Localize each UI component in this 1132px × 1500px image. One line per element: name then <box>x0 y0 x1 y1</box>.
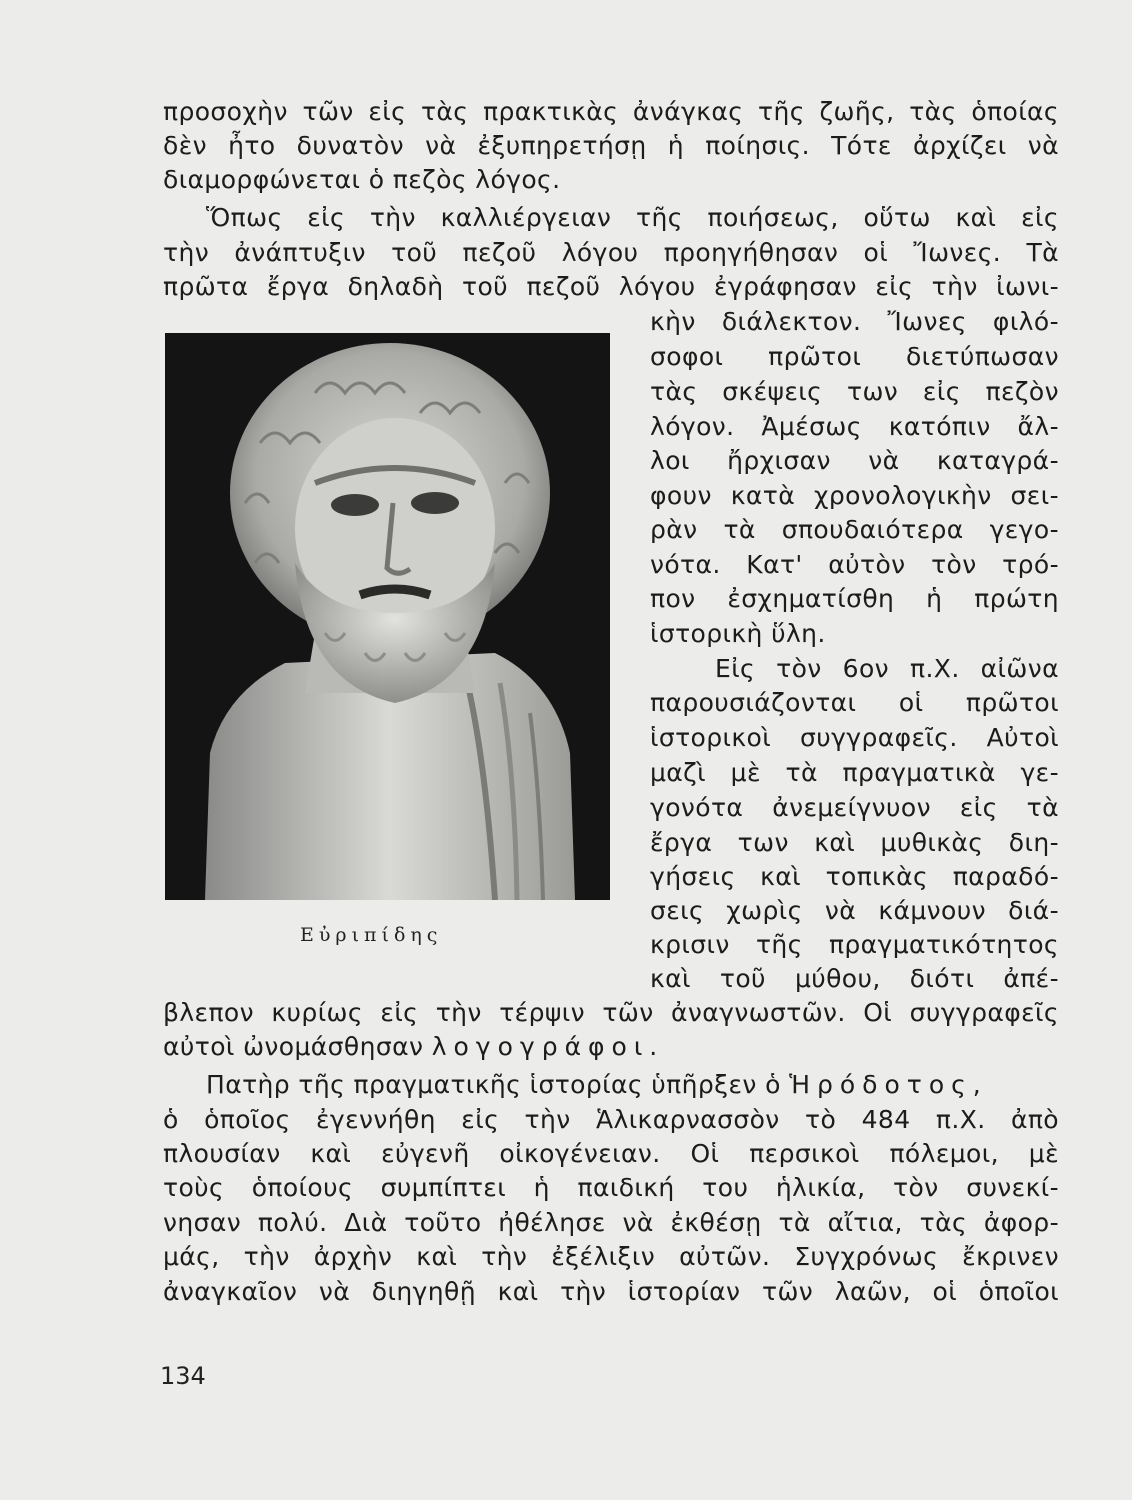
text-line <box>163 1030 1059 1064</box>
text-line: ἀναγκαῖον νὰ διηγηθῇ καὶ τὴν ἱστορίαν τῶν λαῶν, οἱ ὁποῖοι <box>163 1277 1059 1306</box>
text-line: ἱστορικοὶ συγγραφεῖς. Αὐτοὶ <box>650 723 1059 752</box>
text-line: σοφοι πρῶτοι διετύπωσαν <box>650 342 1059 371</box>
text-line: πρῶτα ἔργα δηλαδὴ τοῦ πεζοῦ λόγου ἐγράφησαν εἰς τὴν ἰωνι- <box>163 272 1059 301</box>
text-line: μαζὶ μὲ τὰ πραγματικὰ γε- <box>650 758 1059 787</box>
text-line: πλουσίαν καὶ εὐγενῆ οἰκογένειαν. Οἱ περσικοὶ πόλεμοι, μὲ <box>163 1139 1059 1168</box>
text-line: ὁ ὁποῖος ἐγεννήθη εἰς τὴν Ἁλικαρνασσὸν τὸ 484 π.Χ. ἀπὸ <box>163 1105 1059 1134</box>
text-line: γονότα ἀνεμείγνυον εἰς τὰ <box>650 793 1059 822</box>
text-line: λόγον. Ἀμέσως κατόπιν ἄλ- <box>650 412 1059 441</box>
text-line: πον ἐσχηματίσθη ἡ πρώτη <box>650 584 1059 613</box>
text-line: σεις χωρὶς νὰ κάμνουν διά- <box>650 896 1059 925</box>
page-number: 134 <box>160 1362 206 1390</box>
text-line: διαμορφώνεται ὁ πεζὸς λόγος. <box>163 165 561 194</box>
emphasized-name: Ἡρόδοτος, <box>789 1070 988 1099</box>
text-line: γήσεις καὶ τοπικὰς παραδό- <box>650 862 1059 891</box>
text-line: ἱστορικὴ ὕλη. <box>650 619 826 648</box>
figure-caption: Εὐριπίδης <box>300 924 443 946</box>
text-line: προσοχὴν τῶν εἰς τὰς πρακτικὰς ἀνάγκας τῆς ζωῆς, τὰς ὁποίας <box>163 97 1059 126</box>
text-line: τοὺς ὁποίους συμπίπτει ἡ παιδική του ἡλικία, τὸν συνεκί- <box>163 1173 1059 1202</box>
text-line: νησαν πολύ. Διὰ τοῦτο ἠθέλησε νὰ ἐκθέσῃ τὰ αἴτια, τὰς ἀφορ- <box>163 1208 1059 1237</box>
text-line: κρισιν τῆς πραγματικότητος <box>650 930 1059 959</box>
text-line: καὶ τοῦ μύθου, διότι ἀπέ- <box>650 964 1059 993</box>
text-line: λοι ἤρχισαν νὰ καταγρά- <box>650 446 1059 475</box>
emphasized-term: λογογράφοι. <box>431 1032 665 1061</box>
text-line: τὰς σκέψεις των εἰς πεζὸν <box>650 377 1059 406</box>
text-line: βλεπον κυρίως εἰς τὴν τέρψιν τῶν ἀναγνωστῶν. Οἱ συγγραφεῖς <box>163 998 1059 1027</box>
text-line: τὴν ἀνάπτυξιν τοῦ πεζοῦ λόγου προηγήθησαν οἱ Ἴωνες. Τὰ <box>163 238 1059 267</box>
text-line: κὴν διάλεκτον. Ἴωνες φιλό- <box>650 307 1059 336</box>
text-line: Εἰς τὸν 6ον π.Χ. αἰῶνα <box>715 654 1059 683</box>
text-line: ἔργα των καὶ μυθικὰς διη- <box>650 828 1059 857</box>
text-line: ρὰν τὰ σπουδαιότερα γεγο- <box>650 515 1059 544</box>
euripides-bust-photo <box>165 333 610 900</box>
text-line <box>206 1068 1059 1102</box>
text-line: Ὅπως εἰς τὴν καλλιέργειαν τῆς ποιήσεως, οὕτω καὶ εἰς <box>206 203 1059 232</box>
text-span: αὐτοὶ ὠνομάσθησαν <box>163 1032 424 1061</box>
text-line: φουν κατὰ χρονολογικὴν σει- <box>650 481 1059 510</box>
text-line: μάς, τὴν ἀρχὴν καὶ τὴν ἐξέλιξιν αὐτῶν. Συγχρόνως ἔκρινεν <box>163 1242 1059 1271</box>
text-span: Πατὴρ τῆς πραγματικῆς ἱστορίας ὑπῆρξεν ὁ <box>206 1070 781 1099</box>
text-line: παρουσιάζονται οἱ πρῶτοι <box>650 688 1059 717</box>
text-line: νότα. Κατ' αὐτὸν τὸν τρό- <box>650 550 1059 579</box>
text-line: δὲν ἦτο δυνατὸν νὰ ἐξυπηρετήσῃ ἡ ποίησις. Τότε ἀρχίζει νὰ <box>163 131 1059 160</box>
